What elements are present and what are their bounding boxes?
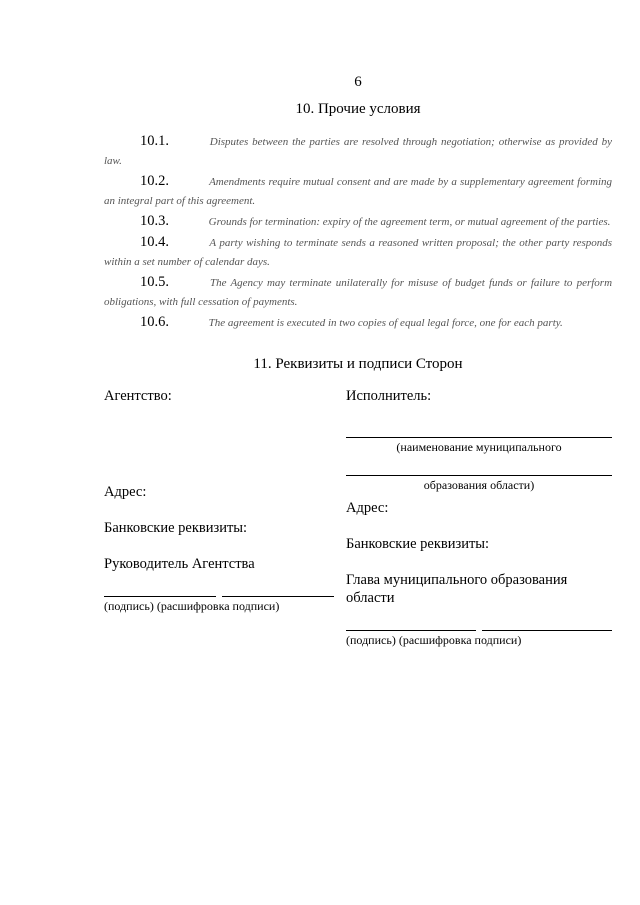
clause-10-6: 10.6. The agreement is executed in two copies of equal legal force, one for each party.: [140, 314, 563, 330]
contractor-name-line: [482, 629, 612, 631]
agency-column: [104, 387, 334, 648]
contractor-column: [346, 387, 612, 648]
clause-10-2: 10.2. Amendments require mutual consent and are made by a supplementary agreement forming an integral part of this agreement.: [104, 173, 612, 207]
clause-10-1: 10.1. Disputes between the parties are resolved through negotiation; otherwise as provided by law.: [104, 133, 612, 167]
contractor-bank: Банковские реквизиты:: [346, 536, 490, 552]
contractor-signature-line: [346, 629, 476, 631]
contractor-signatory: Глава муниципального образования области: [346, 572, 568, 606]
section-10-title: 10. Прочие условия: [295, 101, 421, 117]
agency-address: Адрес:: [104, 484, 147, 500]
contractor-name-hint-1: (наименование муниципального: [396, 440, 562, 454]
clause-10-3: 10.3. Grounds for termination: expiry of the agreement term, or mutual agreement of the parties.: [140, 213, 611, 229]
agency-label: Агентство:: [104, 388, 172, 404]
agency-bank: Банковские реквизиты:: [104, 520, 248, 536]
contractor-signature-caption: (подпись) (расшифровка подписи): [346, 633, 522, 647]
section-10-clauses: [104, 132, 612, 332]
document-page: [104, 74, 612, 648]
agency-signatory: Руководитель Агентства: [104, 556, 255, 572]
contractor-signature-lines: [346, 629, 612, 631]
contractor-name-hint-2: образования области): [423, 478, 535, 492]
contractor-name-line-2: [346, 461, 612, 476]
page-number: 6: [354, 74, 362, 90]
agency-signature-lines: [104, 595, 334, 597]
clause-10-5: 10.5. The Agency may terminate unilaterally for misuse of budget funds or failure to perform obligations, with full cessation of payments.: [104, 274, 613, 308]
contractor-label: Исполнитель:: [346, 388, 432, 404]
section-11-title: 11. Реквизиты и подписи Сторон: [253, 356, 463, 372]
agency-name-line: [222, 595, 334, 597]
signature-block: [104, 387, 612, 648]
agency-signature-line: [104, 595, 216, 597]
agency-signature-caption: (подпись) (расшифровка подписи): [104, 599, 280, 613]
contractor-name-line-1: [346, 423, 612, 438]
clause-10-4: 10.4. A party wishing to terminate sends a reasoned written proposal; the other party responds within a set number of calendar days.: [104, 234, 613, 268]
contractor-address: Адрес:: [346, 500, 389, 516]
